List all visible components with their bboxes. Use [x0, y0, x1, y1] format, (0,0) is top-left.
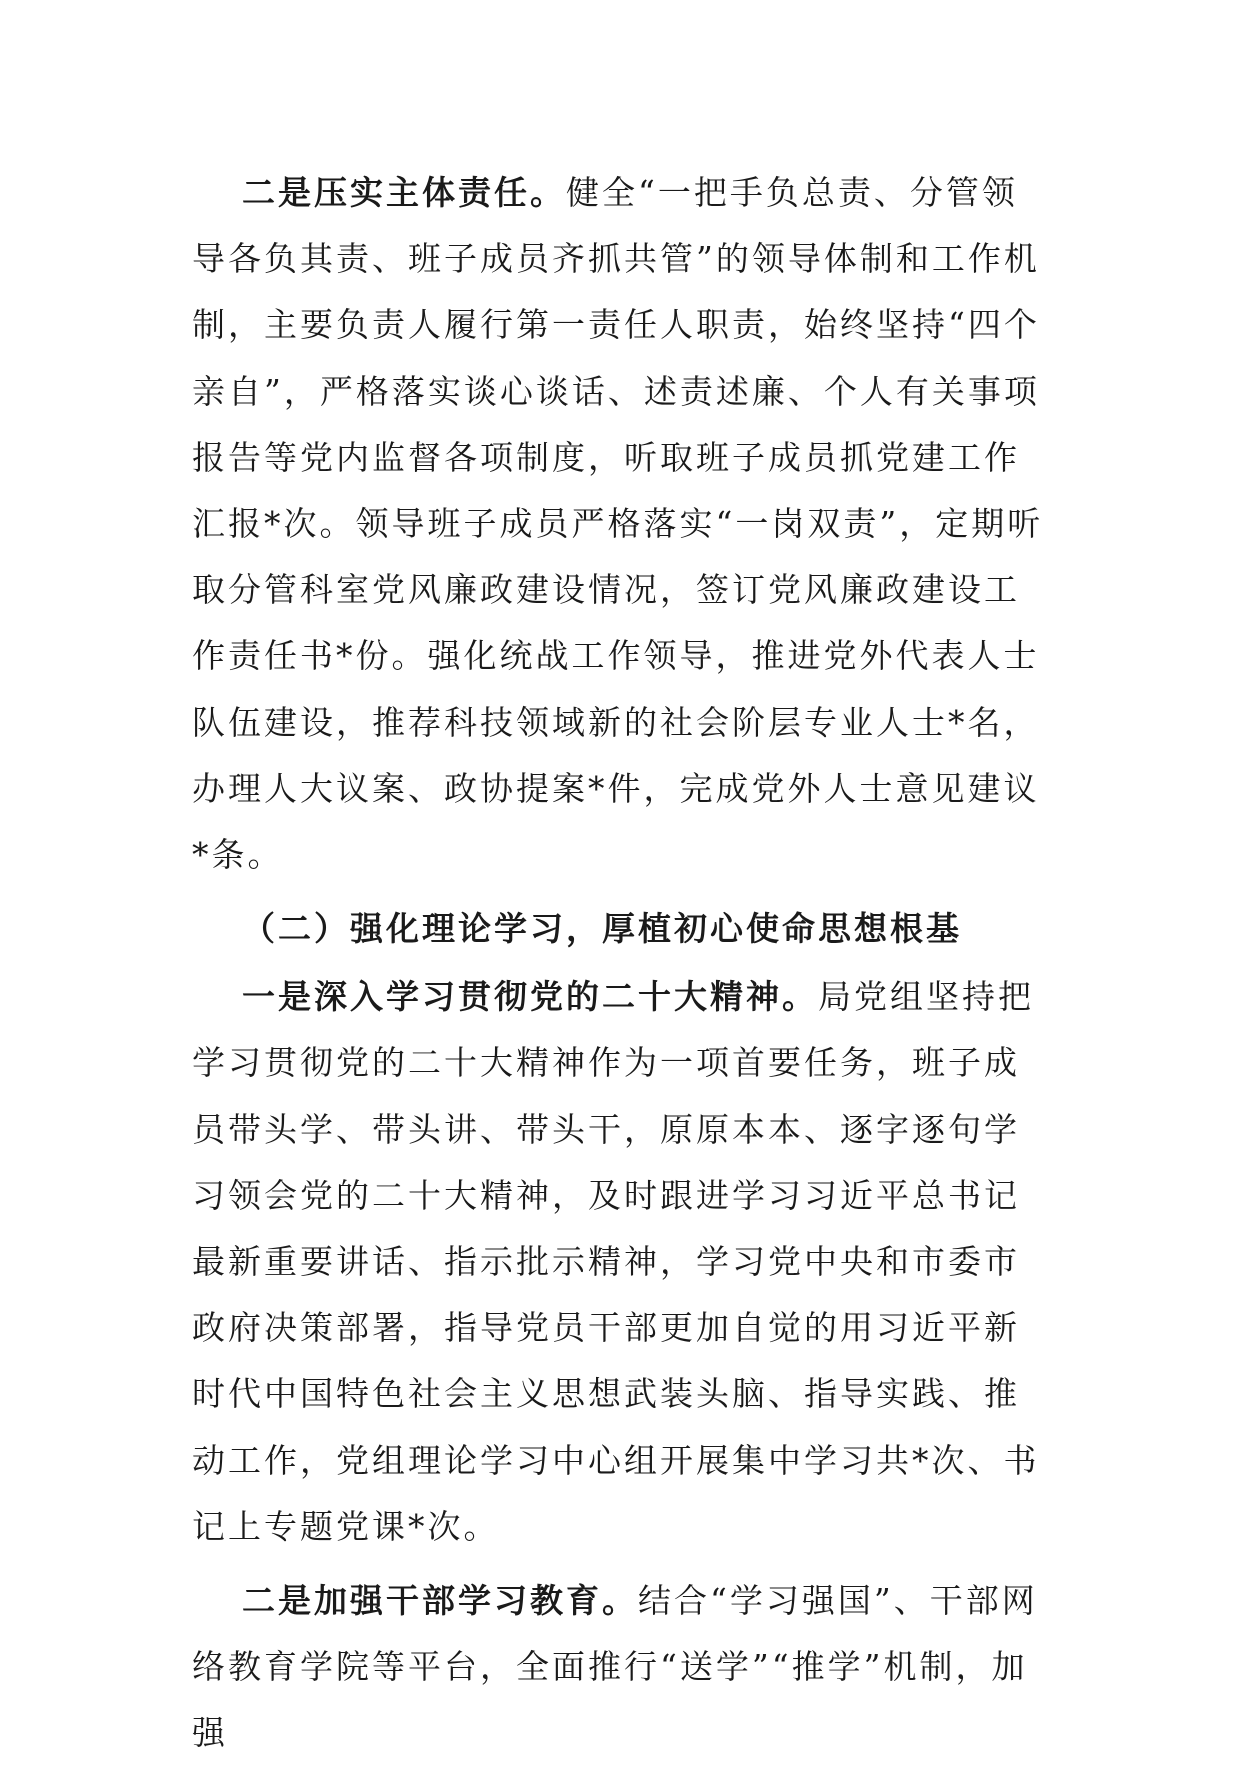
paragraph-responsibility	[192, 160, 1050, 888]
paragraph-body: 局党组坚持把学习贯彻党的二十大精神作为一项首要任务，班子成员带头学、带头讲、带头干，原原本本、逐字逐句学习领会党的二十大精神，及时跟进学习习近平总书记最新重要讲话、指示批示精神，学习党中央和市委市政府决策部署，指导党员干部更加自觉的用习近平新时代中国特色社会主义思想武装头脑、指导实践、推动工作，党组理论学习中心组开展集中学习共*次、书记上专题党课*次。	[192, 977, 1040, 1546]
paragraph-lead: 一是深入学习贯彻党的二十大精神。	[242, 977, 818, 1017]
section-heading: （二）强化理论学习，厚植初心使命思想根基	[242, 909, 962, 949]
paragraph-lead: 二是加强干部学习教育。	[242, 1581, 638, 1621]
paragraph-body: 健全“一把手负总责、分管领导各负其责、班子成员齐抓共管”的领导体制和工作机制，主要负责人履行第一责任人职责，始终坚持“四个亲自”，严格落实谈心谈话、述责述廉、个人有关事项报告等党内监督各项制度，听取班子成员抓党建工作汇报*次。领导班子成员严格落实“一岗双责”，定期听取分管科室党风廉政建设情况，签订党风廉政建设工作责任书*份。强化统战工作领导，推进党外代表人士队伍建设，推荐科技领域新的社会阶层专业人士*名，办理人大议案、政协提案*件，完成党外人士意见建议*条。	[192, 173, 1044, 875]
paragraph-body: 结合“学习强国”、干部网络教育学院等平台，全面推行“送学”“推学”机制，加强	[192, 1581, 1038, 1753]
document-page	[192, 160, 1050, 1767]
paragraph-cadre-education	[192, 1568, 1050, 1767]
paragraph-lead: 二是压实主体责任。	[242, 173, 566, 212]
paragraph-study-congress	[192, 964, 1050, 1560]
